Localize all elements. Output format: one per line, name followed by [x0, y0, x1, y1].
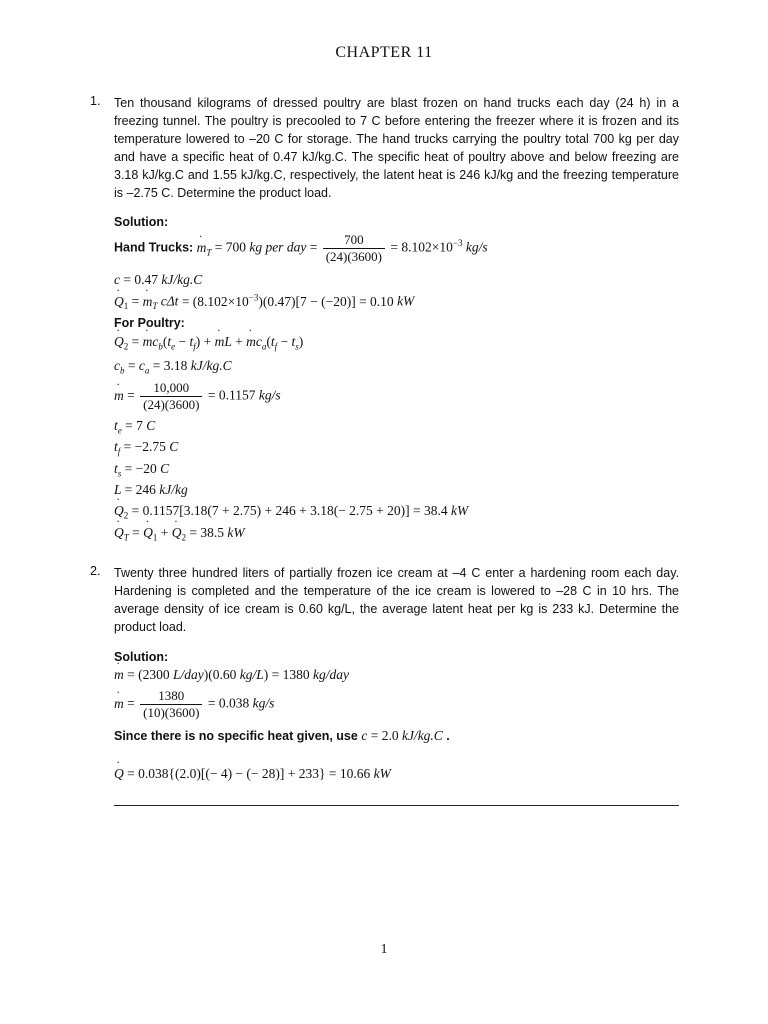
problem-1-line: 3.18 kJ/kg.C and 1.55 kJ/kg.C, respectively, the latent heat is 246 kJ/kg and the freezing temperature — [114, 168, 679, 182]
equation-m-dot-ice-cream: ˙ m = $\frac{1380}{(10)(3600)}$ = 0.038 kg/s — [114, 688, 274, 721]
problem-1-line: temperature lowered to –20 C for storage. The hand trucks carrying the poultry total 700 kg per day — [114, 132, 679, 146]
equation-qt: ˙ $Q_T$ = ˙ $Q_1$ + ˙ $Q_2 = 38.5$ kW — [114, 525, 245, 543]
problem-2-solution-label: Solution: — [114, 650, 169, 664]
divider-line — [114, 805, 679, 806]
problem-1-line: is –2.75 C. Determine the product load. — [114, 186, 332, 200]
problem-2-number: 2. — [90, 564, 101, 578]
problem-2-line: product load. — [114, 620, 187, 634]
chapter-title: CHAPTER 11 — [335, 44, 433, 61]
equation-q2-value: ˙ $Q_2 = 0.1157[3.18(7 + 2.75) + 246 + 3.18(- 2.75 + 20)] = 38.4$ kW — [114, 503, 468, 521]
problem-1-line: freezing tunnel. The poultry is precooled to 7 C before entering the freezer where it is frozen and its — [114, 114, 679, 128]
equation-c-trucks: c = 0.47 kJ/kg.C — [114, 272, 203, 287]
page-number: 1 — [380, 942, 388, 957]
note-text: Since there is no specific heat given, use — [114, 729, 358, 743]
problem-2-line: Twenty three hundred liters of partially frozen ice cream at –4 C enter a hardening room each day. — [114, 566, 679, 580]
equation-hand-trucks: Hand Trucks: ˙ $m_T = 700$ kg per day = $\frac{700}{(24)(3600)}$ = $8.102\times 10^{-3}$ kg/s — [114, 232, 488, 265]
equation-m-dot-poultry: ˙ m = $\frac{10,000}{(24)(3600)}$ = 0.1157 kg/s — [114, 380, 281, 413]
equation-q2-general: ˙ $Q_2$ = ˙ $mc_b(t_e - t_f)$ + ˙ mL + ˙ $mc_a(t_f - t_s)$ — [114, 334, 303, 352]
equation-m-dot-daily: ˙ m = (2300 L/day)(0.60 kg/L) = 1380 kg/day — [114, 667, 349, 683]
problem-2-statement — [114, 564, 679, 636]
equation-cb-ca: $c_b = c_a = 3.18$ kJ/kg.C — [114, 358, 232, 376]
problem-1-line: Ten thousand kilograms of dressed poultry are blast frozen on hand trucks each day (24 h) in a — [114, 96, 679, 110]
problem-1-line: and have a specific heat of 0.47 kJ/kg.C. The specific heat of poultry above and below freezing are — [114, 150, 679, 164]
equation-latent-heat: L = 246 kJ/kg — [114, 482, 188, 497]
problem-1-number: 1. — [90, 94, 101, 108]
problem-2-note: Since there is no specific heat given, use c = 2.0 kJ/kg.C . — [114, 728, 450, 743]
hand-trucks-label: Hand Trucks: — [114, 240, 194, 255]
problem-2-line: average density of ice cream is 0.60 kg/L, the average latent heat per kg is 233 kJ. Determine the — [114, 602, 679, 616]
equation-te: $t_e = 7$ C — [114, 418, 156, 436]
problem-2-line: Hardening is completed and the temperature of the ice cream is lowered to –28 C in 10 hrs. The — [114, 584, 679, 598]
equation-tf: $t_f = -2.75$ C — [114, 439, 179, 457]
equation-q-ice-cream: ˙ Q = 0.038{(2.0)[(− 4) − (− 28)] + 233} = 10.66 kW — [114, 766, 391, 782]
problem-1-solution-label: Solution: — [114, 215, 169, 229]
equation-ts: $t_s = -20$ C — [114, 461, 170, 479]
problem-1-statement — [114, 94, 679, 202]
for-poultry-label: For Poultry: — [114, 316, 185, 330]
equation-q1: ˙ $Q_1$ = ˙ $m_T$ $c\Delta t = (8.102\times 10^{-3})(0.47)[7 - (-20)] = 0.10$ kW — [114, 292, 414, 311]
